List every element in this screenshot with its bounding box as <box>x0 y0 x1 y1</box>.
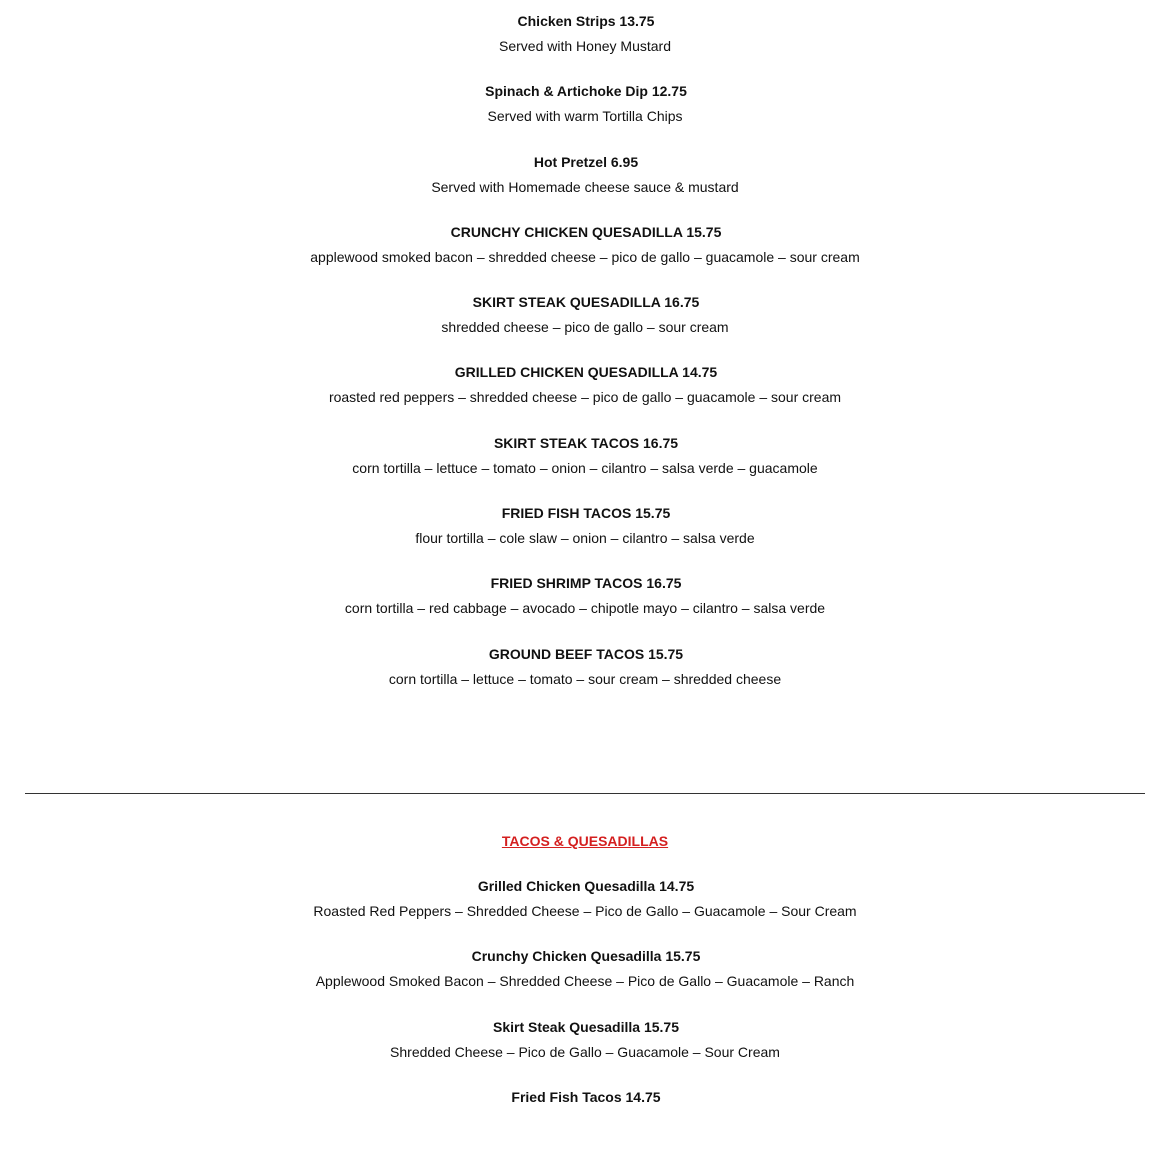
menu-item <box>0 293 1170 363</box>
section-divider <box>25 793 1145 794</box>
menu-item-description: corn tortilla – lettuce – tomato – onion – cilantro – salsa verde – guacamole <box>352 459 818 476</box>
menu-item-name: CRUNCHY CHICKEN QUESADILLA 15.75 <box>450 223 722 240</box>
menu-item-name: Chicken Strips 13.75 <box>517 13 655 29</box>
menu-item-description: Roasted Red Peppers – Shredded Cheese – Pico de Gallo – Guacamole – Sour Cream <box>313 903 857 919</box>
menu-item-description: corn tortilla – red cabbage – avocado – chipotle mayo – cilantro – salsa verde <box>344 600 826 617</box>
menu-item-description: Applewood Smoked Bacon – Shredded Cheese – Pico de Gallo – Guacamole – Ranch <box>315 973 855 990</box>
menu-item-name: FRIED FISH TACOS 15.75 <box>501 505 671 522</box>
menu-item <box>0 363 1170 433</box>
menu-item-name: Spinach & Artichoke Dip 12.75 <box>485 83 687 100</box>
menu-item <box>0 1018 1170 1088</box>
menu-item <box>0 153 1170 223</box>
menu-item <box>0 223 1170 293</box>
menu-item-name: Skirt Steak Quesadilla 15.75 <box>493 1018 679 1035</box>
menu-item-description: Shredded Cheese – Pico de Gallo – Guacamole – Sour Cream <box>390 1043 780 1060</box>
menu-item-description: Served with Homemade cheese sauce & mustard <box>431 178 739 195</box>
menu-item-description: flour tortilla – cole slaw – onion – cilantro – salsa verde <box>415 530 755 547</box>
menu-item-name: Grilled Chicken Quesadilla 14.75 <box>477 878 695 894</box>
menu-item-name: SKIRT STEAK TACOS 16.75 <box>493 434 679 451</box>
menu-item-description: Served with Honey Mustard <box>499 38 671 54</box>
menu-item <box>0 504 1170 574</box>
menu-item-description: applewood smoked bacon – shredded cheese – pico de gallo – guacamole – sour cream <box>310 248 860 265</box>
menu-item <box>0 434 1170 504</box>
menu-item <box>0 574 1170 644</box>
menu-item <box>0 1088 1170 1158</box>
menu-item-name: Crunchy Chicken Quesadilla 15.75 <box>471 948 701 965</box>
menu-list-top <box>0 12 1170 715</box>
menu-item <box>0 82 1170 152</box>
menu-item-name: Hot Pretzel 6.95 <box>533 153 639 170</box>
menu-item <box>0 12 1170 82</box>
section-title: TACOS & QUESADILLAS <box>501 833 669 849</box>
menu-item-name: GRILLED CHICKEN QUESADILLA 14.75 <box>454 364 718 381</box>
menu-item-description: roasted red peppers – shredded cheese – pico de gallo – guacamole – sour cream <box>328 389 842 406</box>
menu-list-tacos-quesadillas <box>0 832 1170 1158</box>
menu-item-name: FRIED SHRIMP TACOS 16.75 <box>490 575 682 592</box>
menu-item-description: shredded cheese – pico de gallo – sour cream <box>441 319 729 336</box>
menu-item <box>0 877 1170 947</box>
menu-item-name: Fried Fish Tacos 14.75 <box>511 1088 661 1105</box>
menu-item-description: corn tortilla – lettuce – tomato – sour cream – shredded cheese <box>388 670 782 687</box>
menu-item-name: SKIRT STEAK QUESADILLA 16.75 <box>472 294 700 311</box>
menu-item-description: Served with warm Tortilla Chips <box>487 108 683 125</box>
menu-item <box>0 645 1170 715</box>
menu-item <box>0 947 1170 1017</box>
menu-item-name: GROUND BEEF TACOS 15.75 <box>488 645 684 662</box>
